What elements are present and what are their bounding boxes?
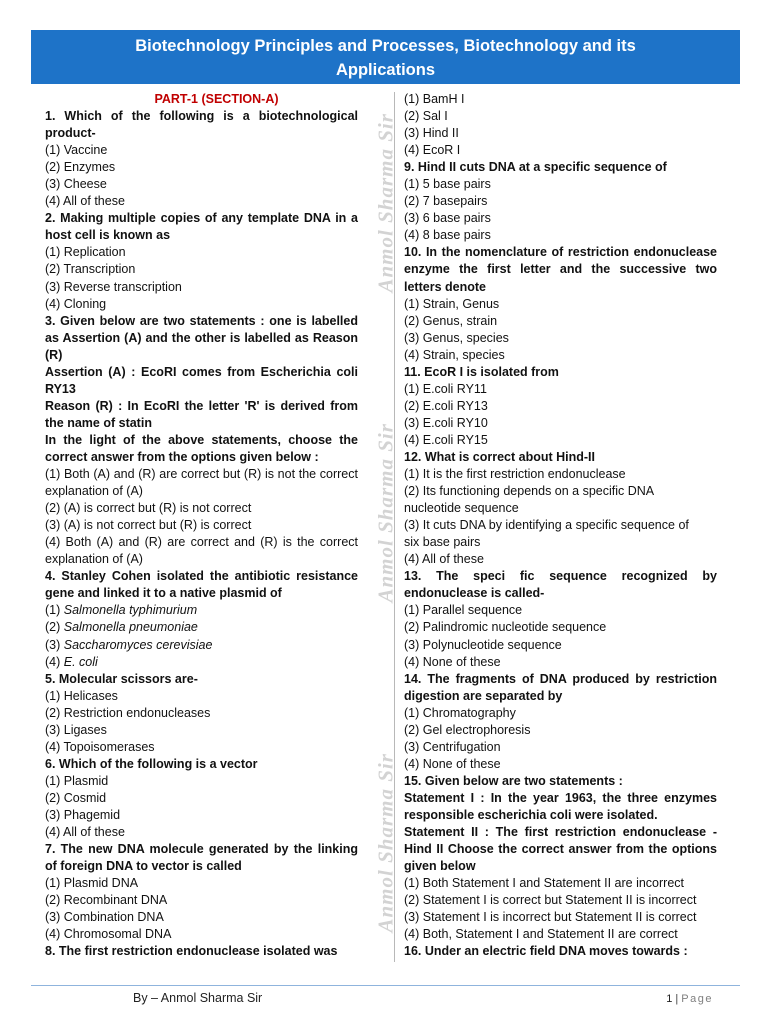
question-11: 11. EcoR I is isolated from	[404, 364, 559, 379]
option: (1) Replication	[45, 245, 126, 260]
question-16: 16. Under an electric field DNA moves towards :	[404, 944, 688, 959]
option: (1) Plasmid DNA	[45, 876, 139, 891]
statement-2: Statement II : The first restriction endonuclease - Hind II Choose the correct answer from the options given below	[404, 825, 717, 874]
option: (2) 7 basepairs	[404, 194, 488, 209]
option: (2) Genus, strain	[404, 313, 498, 328]
option: (2) Sal I	[404, 109, 448, 124]
option: (3) Polynucleotide sequence	[404, 637, 562, 652]
option-text: E. coli	[63, 654, 98, 669]
page-header	[31, 30, 740, 84]
option	[45, 637, 358, 654]
option: (1) Both (A) and (R) are correct but (R) is not the correct explanation of (A)	[45, 467, 358, 499]
question-12: 12. What is correct about Hind-II	[404, 449, 595, 464]
question-6: 6. Which of the following is a vector	[45, 756, 258, 771]
option: (1) Chromatography	[404, 705, 516, 720]
footer-page-number	[666, 993, 713, 1005]
option: (1) E.coli RY11	[404, 381, 487, 396]
option: (4) All of these	[404, 552, 484, 567]
option: (4) Chromosomal DNA	[45, 927, 172, 942]
option: (3) E.coli RY10	[404, 415, 488, 430]
watermark: Anmol Sharma Sir	[373, 753, 398, 933]
option: (4) None of these	[404, 756, 501, 771]
option: (2) Recombinant DNA	[45, 893, 168, 908]
footer-divider	[31, 985, 740, 986]
option	[45, 602, 358, 619]
option: (3) 6 base pairs	[404, 211, 491, 226]
footer-author: By – Anmol Sharma Sir	[133, 991, 263, 1005]
header-title-line1: Biotechnology Principles and Processes, Biotechnology and its	[135, 37, 636, 55]
right-column	[404, 91, 717, 960]
column-divider	[394, 92, 395, 962]
question-4: 4. Stanley Cohen isolated the antibiotic resistance gene and linked it to a native plasmid of	[45, 569, 358, 601]
question-9: 9. Hind II cuts DNA at a specific sequence of	[404, 160, 667, 175]
option: (2) Palindromic nucleotide sequence	[404, 620, 607, 635]
header-title-line2: Applications	[335, 61, 435, 79]
option: (2) Statement I is correct but Statement II is incorrect	[404, 893, 697, 908]
option: (2) Restriction endonucleases	[45, 705, 211, 720]
option: (4) All of these	[45, 825, 125, 840]
option: (4) Topoisomerases	[45, 739, 155, 754]
question-7: 7. The new DNA molecule generated by the linking of foreign DNA to vector is called	[45, 842, 358, 874]
option: (2) Its functioning depends on a specific DNA	[404, 484, 655, 499]
option	[45, 619, 358, 636]
statement-1: Statement I : In the year 1963, the three enzymes responsible escherichia coli were isolated.	[404, 790, 717, 822]
section-title: PART-1 (SECTION-A)	[154, 92, 279, 106]
question-10: 10. In the nomenclature of restriction endonuclease enzyme the first letter and the successive two letters denote	[404, 245, 717, 294]
question-instruction: In the light of the above statements, choose the correct answer from the options given below :	[45, 432, 358, 464]
option: (3) Phagemid	[45, 807, 121, 822]
reason-statement: Reason (R) : In EcoRI the letter 'R' is derived from the name of statin	[45, 398, 358, 430]
option-continued: six base pairs	[404, 535, 481, 550]
left-column	[45, 91, 358, 960]
question-1: 1. Which of the following is a biotechnological product-	[45, 109, 358, 141]
option: (2) Cosmid	[45, 790, 107, 805]
option: (3) (A) is not correct but (R) is correct	[45, 518, 252, 533]
option: (4) Cloning	[45, 296, 107, 311]
question-13: 13. The speci fic sequence recognized by endonuclease is called-	[404, 569, 717, 601]
watermark: Anmol Sharma Sir	[373, 113, 398, 293]
question-2: 2. Making multiple copies of any template DNA in a host cell is known as	[45, 211, 358, 243]
question-14: 14. The fragments of DNA produced by restriction digestion are separated by	[404, 671, 717, 703]
option: (3) Cheese	[45, 177, 107, 192]
option: (2) E.coli RY13	[404, 398, 488, 413]
assertion-statement: Assertion (A) : EcoRI comes from Escherichia coli RY13	[45, 364, 358, 396]
option: (1) BamH I	[404, 92, 465, 106]
question-5: 5. Molecular scissors are-	[45, 671, 198, 686]
option-text: Saccharomyces cerevisiae	[63, 637, 213, 652]
option: (1) Parallel sequence	[404, 603, 523, 618]
option-number: (3)	[45, 637, 64, 652]
option: (2) Enzymes	[45, 160, 116, 175]
question-8: 8. The first restriction endonuclease isolated was	[45, 944, 338, 959]
watermark: Anmol Sharma Sir	[373, 423, 398, 603]
option: (3) Centrifugation	[404, 739, 501, 754]
option: (1) 5 base pairs	[404, 177, 491, 192]
question-15: 15. Given below are two statements :	[404, 773, 623, 788]
option: (2) Transcription	[45, 262, 136, 277]
option: (4) Both (A) and (R) are correct and (R) is the correct explanation of (A)	[45, 535, 358, 567]
option: (4) E.coli RY15	[404, 432, 488, 447]
option-continued: nucleotide sequence	[404, 501, 519, 516]
option: (3) Genus, species	[404, 330, 509, 345]
option: (2) (A) is correct but (R) is not correct	[45, 501, 252, 516]
page-label: Page	[681, 993, 713, 1005]
option: (4) None of these	[404, 654, 501, 669]
option-number: (4)	[45, 654, 64, 669]
option-text: Salmonella pneumoniae	[63, 620, 198, 635]
option-number: (2)	[45, 620, 64, 635]
option	[45, 654, 358, 671]
option: (4) Both, Statement I and Statement II are correct	[404, 927, 678, 942]
option: (3) It cuts DNA by identifying a specific sequence of	[404, 518, 689, 533]
option: (4) Strain, species	[404, 347, 505, 362]
option: (4) All of these	[45, 194, 125, 209]
page-separator: |	[672, 993, 682, 1005]
option: (3) Ligases	[45, 722, 107, 737]
option: (2) Gel electrophoresis	[404, 722, 531, 737]
option: (4) 8 base pairs	[404, 228, 491, 243]
option: (4) EcoR I	[404, 143, 461, 158]
option: (1) Helicases	[45, 688, 118, 703]
option-text: Salmonella typhimurium	[63, 603, 198, 618]
option-number: (1)	[45, 603, 64, 618]
option: (1) It is the first restriction endonuclease	[404, 467, 626, 482]
option: (1) Plasmid	[45, 773, 109, 788]
option: (3) Reverse transcription	[45, 279, 182, 294]
page-number: 1	[666, 993, 673, 1005]
option: (3) Combination DNA	[45, 910, 164, 925]
option: (3) Hind II	[404, 126, 459, 141]
option: (1) Both Statement I and Statement II are incorrect	[404, 876, 684, 891]
option: (3) Statement I is incorrect but Statement II is correct	[404, 910, 697, 925]
option: (1) Vaccine	[45, 143, 108, 158]
option: (1) Strain, Genus	[404, 296, 500, 311]
question-3: 3. Given below are two statements : one is labelled as Assertion (A) and the other is labelled as Reason (R)	[45, 313, 358, 362]
